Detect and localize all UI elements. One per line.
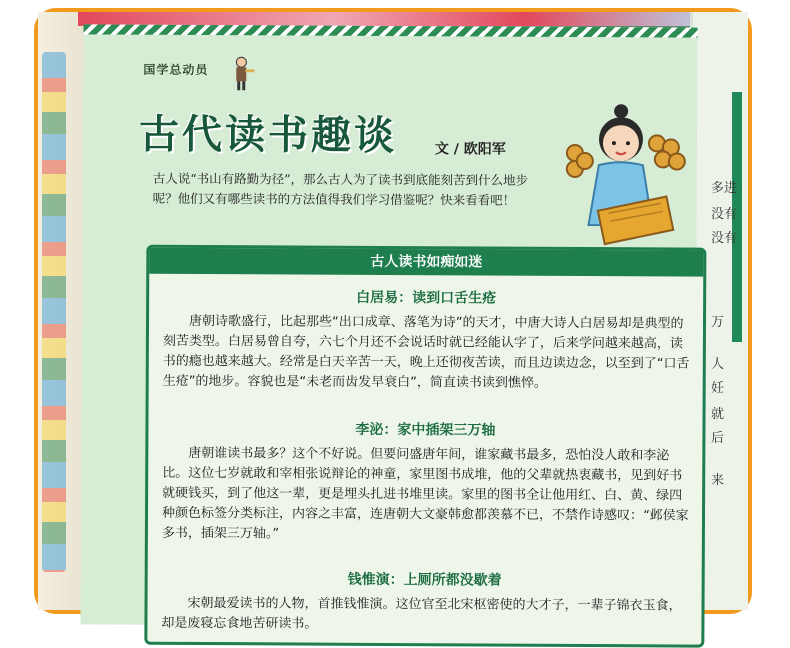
side-text-line: 没有: [711, 207, 738, 222]
content-panel: [144, 245, 706, 648]
side-text-line: 万: [711, 315, 725, 330]
left-page-edge: [38, 12, 86, 610]
story-heading: 钱惟演：上厕所都没歇着: [347, 571, 502, 589]
side-text-line: 人: [711, 357, 725, 372]
article-title: 古代读书趣谈: [138, 110, 398, 160]
story-paragraph: 宋朝最爱读书的人物，首推钱惟演。这位官至北宋枢密使的大才子，一辈子锦衣玉食，却是废寝忘食地苦研读书。: [161, 595, 682, 632]
article-author: 文 / 欧阳军: [434, 141, 506, 158]
column-header: [143, 55, 253, 90]
side-text-line: 妊: [711, 381, 725, 396]
page-border-pattern: [84, 24, 698, 37]
left-page-decoration: [42, 52, 66, 572]
story-paragraph: [162, 444, 695, 547]
image-frame: [34, 8, 752, 632]
scroll-bundle-left-icon: [567, 145, 593, 177]
side-text-line: 后: [711, 431, 725, 446]
side-text-line: 就: [711, 407, 725, 422]
story-heading: 白居易：读到口舌生疮: [356, 289, 497, 307]
reading-girl-illustration: [560, 103, 691, 254]
story-paragraph: 唐朝诗歌盛行，比起那些“出口成章、落笔为诗”的天才，中唐大诗人白居易却是典型的刻苦类型。白居易曾自夸，六七个月还不会说话时就已经能认字了，后来学问越来越高，读书的瘾也越来越大。经常是白天辛苦一天，晚上还彻夜苦读，而且边读边念，以至到了“口舌生疮”的地步。容貌也是“未老而齿发早衰白”，简直读书读到憔悴。: [162, 313, 690, 391]
side-text-line: 没有: [711, 231, 738, 246]
section-banner: 古人读书如痴如迷: [149, 248, 703, 277]
story-paragraph-text: 唐朝谁读书最多？这个不好说。但要问盛唐年间，谁家藏书最多，恐怕没人敢和李泌比。这位七岁就敢和宰相张说辩论的神童，家里图书成堆，他的父辈就热衷藏书，见到好书就硬钱买，到了他这一辈，更是埋头扎进书堆里读。家里的图书全让他用红、白、黄、绿四种颜色标签分类标注，内容之丰富，连唐朝大文豪韩愈都羡慕不已，不禁作诗感叹：: [161, 445, 683, 524]
book-page: [80, 24, 697, 632]
side-text-line: 多进: [711, 181, 738, 196]
article-intro: 古人说“书山有路勤为径”，那么古人为了读书到底能刻苦到什么地步呢？他们又有哪些读书的方法值得我们学习借鉴呢？快来看看吧！: [152, 170, 529, 208]
scroll-bundle-right-icon: [649, 135, 685, 169]
scholar-figure-icon: [227, 55, 255, 91]
story-quote: “邺侯家多书，插架三万轴。”: [161, 508, 689, 542]
side-text-line: 来: [711, 473, 725, 488]
story-heading: 李泌：家中插架三万轴: [355, 421, 496, 439]
column-label: 国学总动员: [143, 62, 209, 78]
